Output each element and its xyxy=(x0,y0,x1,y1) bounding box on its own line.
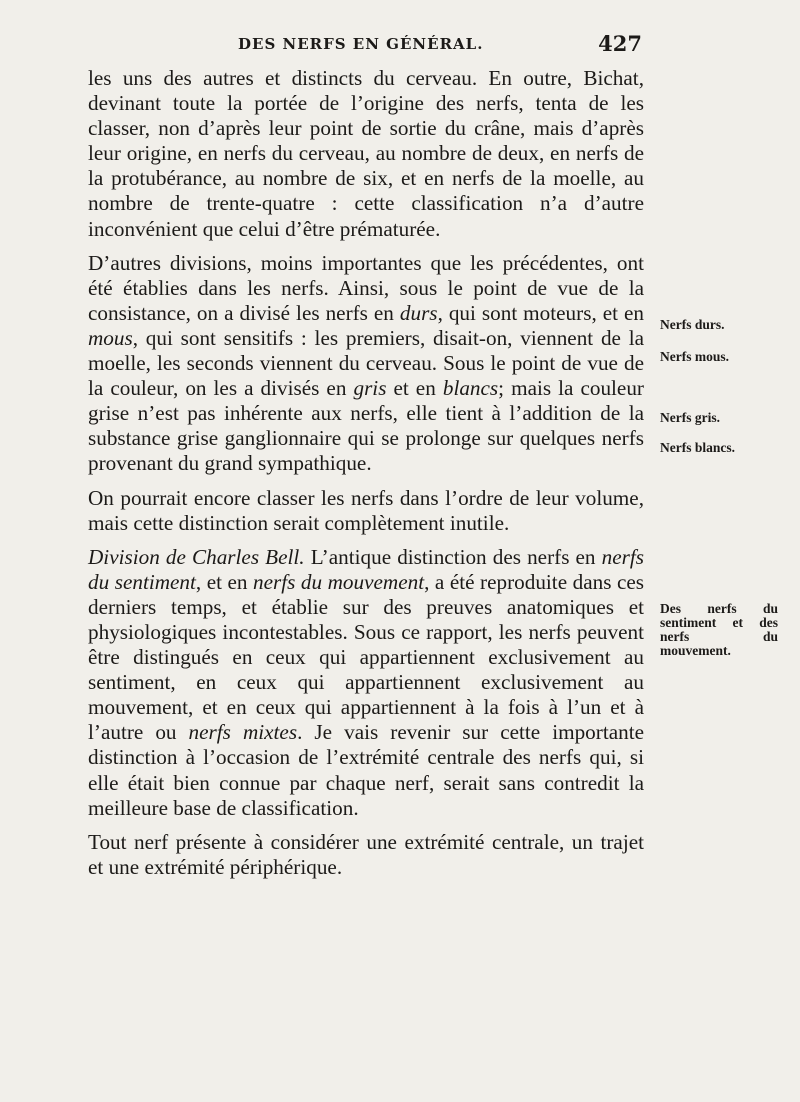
text-segment: et en xyxy=(386,376,443,401)
paragraph xyxy=(88,66,644,242)
margin-note-sentiment-mouvement: Des nerfs du sentiment et des nerfs du mouvement. xyxy=(660,601,778,658)
text-segment: . Je vais revenir sur cette importante distinction à l’occasion de l’extrémité centrale des nerfs qui, si elle était bien connue par chaque nerf, serait sans contredit la meilleure base de classification. xyxy=(88,720,645,820)
margin-note-nerfs-gris: Nerfs gris. xyxy=(660,410,720,425)
italic-text: nerfs mixtes xyxy=(188,720,298,745)
text-segment: D’autres divisions, moins importantes que les précédentes, ont été établies dans les nerfs. Ainsi, sous le point de vue de la consistance, on a divisé les nerfs en xyxy=(88,250,644,325)
text-segment: , a été reproduite dans ces derniers temps, et établie sur des preuves anatomiques et physiologiques incontestables. Sous ce rapport, les nerfs peuvent être distingués en ceux qui appartiennent exclusivement au sentiment, en ceux qui appartiennent exclusivement au mouvement, et en ceux qui appartiennent à la fois à l’un et à l’autre ou xyxy=(88,569,645,745)
italic-text: nerfs du mouvement xyxy=(253,569,425,594)
margin-note-nerfs-mous: Nerfs mous. xyxy=(660,349,729,364)
italic-text: blancs xyxy=(442,376,499,401)
paragraph xyxy=(88,486,644,536)
italic-text: durs xyxy=(399,300,438,325)
text-segment: les uns des autres et distincts du cerveau. En outre, Bichat, devinant toute la portée de l’origine des nerfs, tenta de les classer, non d’après leur point de sortie du crâne, mais d’après leur origine, en nerfs du cerveau, au nombre de deux, en nerfs de la protubérance, au nombre de six, et en nerfs de la moelle, au nombre de trente-quatre : cette classification n’a d’autre inconvénient que celui d’être prématurée. xyxy=(88,66,644,241)
text-segment: Tout nerf présente à considérer une extrémité centrale, un trajet et une extrémité périphérique. xyxy=(88,829,644,879)
paragraph xyxy=(88,251,644,477)
paragraph xyxy=(88,830,644,880)
margin-note-nerfs-blancs: Nerfs blancs. xyxy=(660,440,735,455)
text-segment: L’antique distinction des nerfs en xyxy=(304,544,602,569)
running-head: DES NERFS EN GÉNÉRAL. xyxy=(238,35,484,53)
text-segment: ; mais la couleur grise n’est pas inhérente aux nerfs, elle tient à l’addition de la substance grise ganglionnaire qui se prolonge sur quelques nerfs provenant du grand sympathique. xyxy=(88,376,644,476)
italic-text: gris xyxy=(353,376,387,401)
text-segment: , qui sont sensitifs : les premiers, disait-on, viennent de la moelle, les seconds viennent du cerveau. Sous le point de vue de la couleur, on les a divisés en xyxy=(88,325,644,401)
text-segment: On pourrait encore classer les nerfs dans l’ordre de leur volume, mais cette distinction serait complètement inutile. xyxy=(88,485,644,535)
page-number: 427 xyxy=(598,31,642,56)
text-segment: , qui sont moteurs, et en xyxy=(437,300,644,325)
paragraph xyxy=(88,545,644,821)
page-header xyxy=(88,31,644,57)
italic-text: nerfs du sentiment xyxy=(88,544,644,594)
body-text xyxy=(88,66,644,889)
margin-note-nerfs-durs: Nerfs durs. xyxy=(660,317,725,332)
text-segment: , et en xyxy=(195,569,254,594)
italic-text: mous xyxy=(88,325,133,350)
italic-text: Division de Charles Bell. xyxy=(88,544,305,569)
